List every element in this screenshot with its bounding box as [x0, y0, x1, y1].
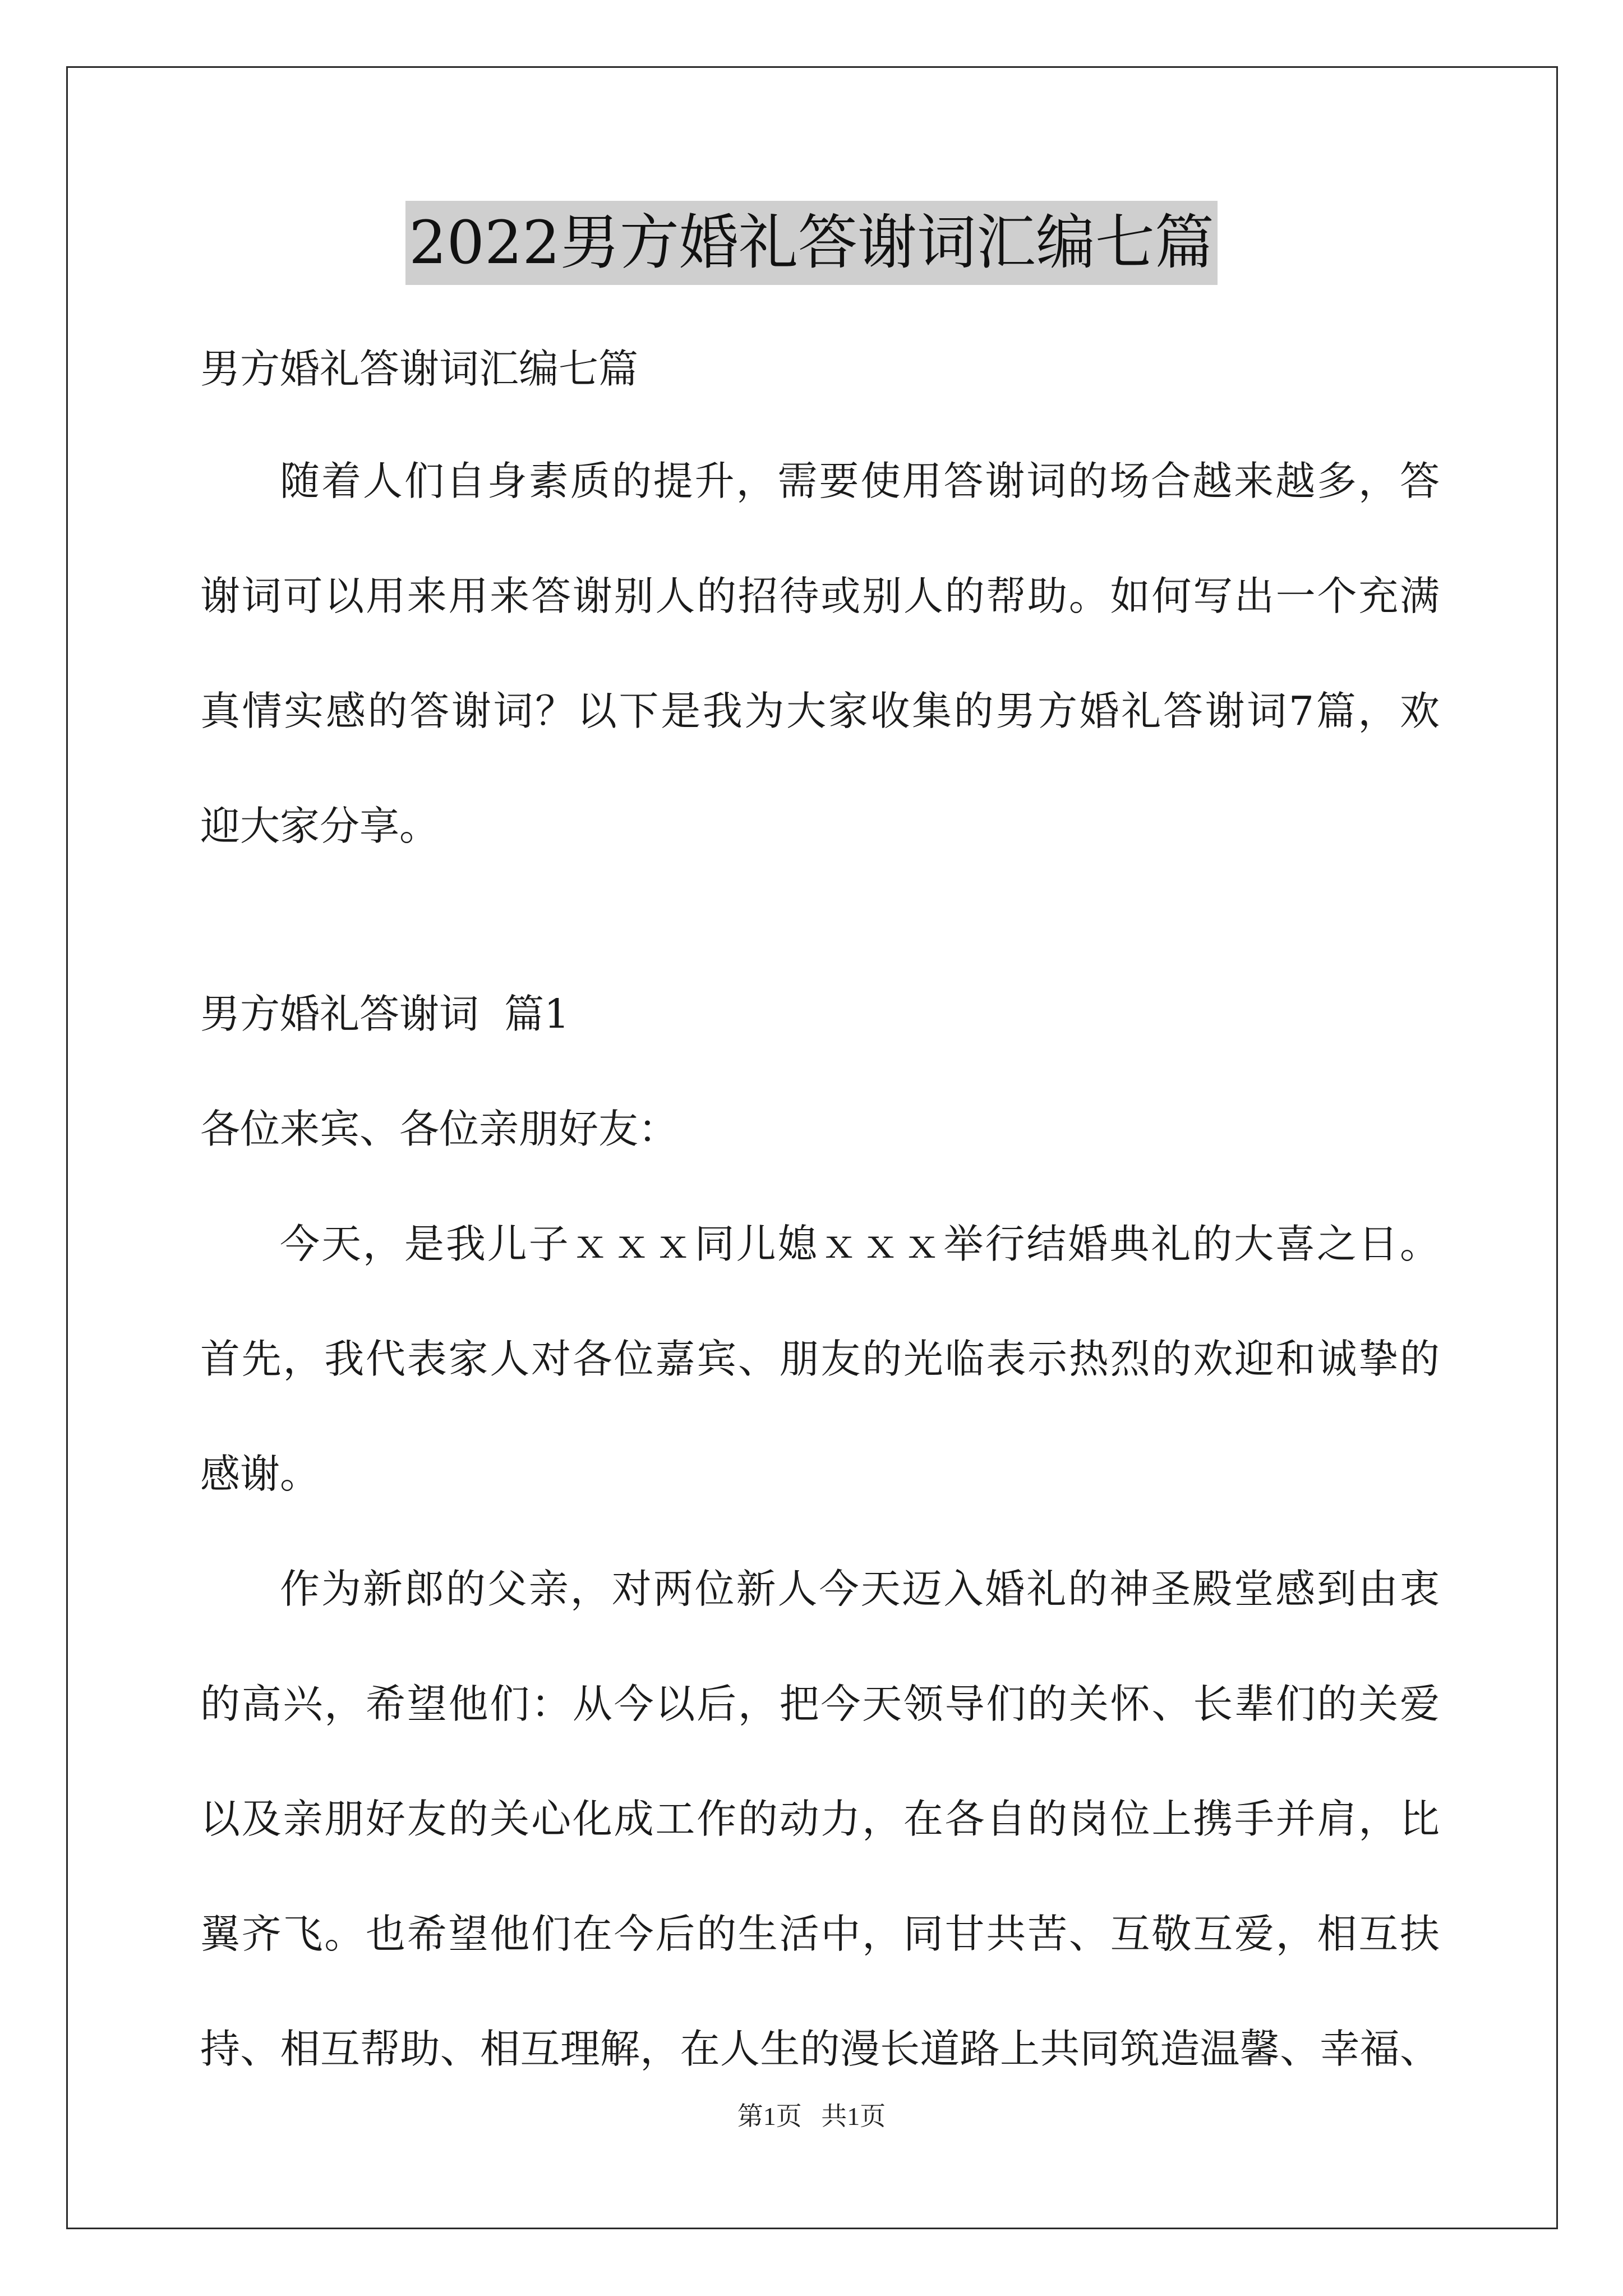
paragraph-line: 以及亲朋好友的关心化成工作的动力，在各自的岗位上携手并肩，比 [200, 1796, 1440, 1842]
page-total: 共1页 [821, 2102, 886, 2131]
paragraph-line: 首先，我代表家人对各位嘉宾、朋友的光临表示热烈的欢迎和诚挚的 [200, 1336, 1440, 1382]
page-number: 第1页 [737, 2102, 802, 2131]
document-body [200, 314, 1440, 2106]
salutation: 各位来宾、各位亲朋好友： [200, 1106, 679, 1152]
page-footer [0, 2096, 1623, 2133]
subtitle: 男方婚礼答谢词汇编七篇 [200, 346, 639, 392]
paragraph-line: 的高兴，希望他们：从今以后，把今天领导们的关怀、长辈们的关爱 [200, 1681, 1440, 1727]
intro-line: 随着人们自身素质的提升，需要使用答谢词的场合越来越多，答 [280, 458, 1440, 504]
paragraph-line: 感谢。 [200, 1451, 320, 1497]
paragraph-line: 作为新郎的父亲，对两位新人今天迈入婚礼的神圣殿堂感到由衷 [280, 1566, 1440, 1612]
section-heading: 男方婚礼答谢词 篇1 [200, 991, 570, 1037]
document-title [0, 201, 1623, 285]
section-gap [200, 884, 1440, 956]
title-text: 2022男方婚礼答谢词汇编七篇 [405, 201, 1218, 285]
intro-line: 真情实感的答谢词？以下是我为大家收集的男方婚礼答谢词7篇，欢 [200, 688, 1440, 734]
paragraph-line: 翼齐飞。也希望他们在今后的生活中，同甘共苦、互敬互爱，相互扶 [200, 1911, 1440, 1957]
intro-line: 谢词可以用来用来答谢别人的招待或别人的帮助。如何写出一个充满 [200, 573, 1440, 619]
paragraph-line: 今天，是我儿子ｘｘｘ同儿媳ｘｘｘ举行结婚典礼的大喜之日。 [280, 1221, 1440, 1267]
paragraph-line: 持、相互帮助、相互理解，在人生的漫长道路上共同筑造温馨、幸福、 [200, 2026, 1440, 2072]
intro-line: 迎大家分享。 [200, 803, 440, 849]
